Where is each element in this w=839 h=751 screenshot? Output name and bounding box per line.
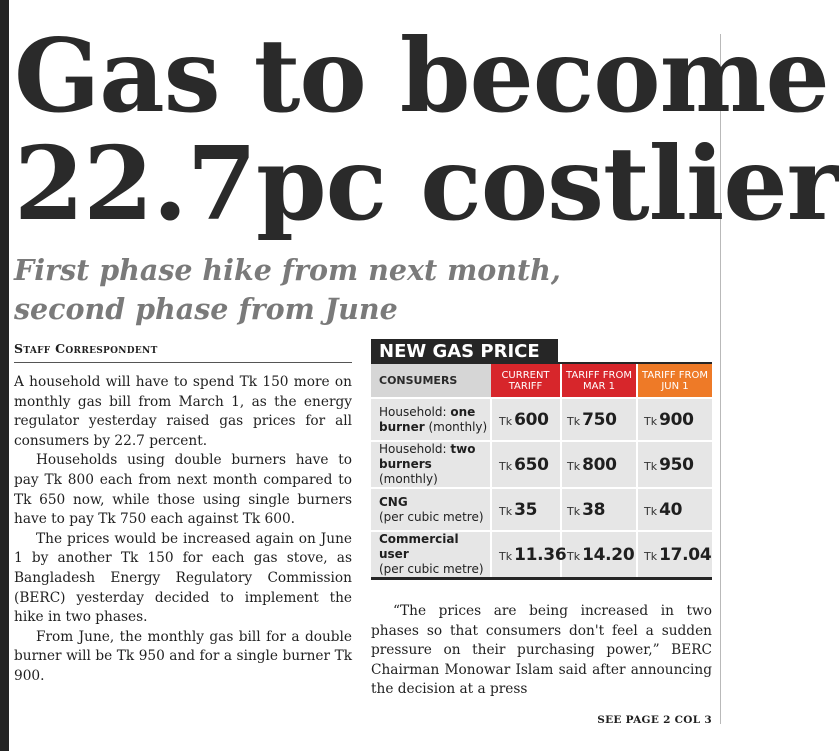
header-tariff-jun	[637, 364, 712, 398]
article-paragraph: “The prices are being increased in two phases so that consumers don't feel a sudden pressure on their purchasing power,” BERC Chairman Monowar Islam said after announcing the decision at a press	[371, 603, 712, 698]
consumer-name-bold: Commercial user	[379, 532, 459, 561]
currency-label: Tk	[567, 414, 581, 428]
consumer-cell	[371, 531, 491, 579]
headline	[14, 16, 839, 243]
header-jun-line-1: TARIFF FROM	[642, 369, 708, 381]
currency-label: Tk	[499, 459, 513, 473]
header-consumers: CONSUMERS	[371, 364, 491, 398]
price-box-title: NEW GAS PRICE	[371, 339, 558, 364]
price-value: 14.20	[582, 544, 635, 565]
current-tariff-cell	[491, 441, 561, 488]
headline-line-2: 22.7pc costlier	[14, 124, 839, 243]
jun-tariff-cell	[637, 441, 712, 488]
byline-rule	[14, 362, 352, 363]
jun-tariff-cell	[637, 531, 712, 579]
currency-label: Tk	[499, 549, 513, 563]
currency-label: Tk	[499, 504, 513, 518]
subhead-line-1: First phase hike from next month,	[14, 253, 561, 287]
header-mar-line-1: TARIFF FROM	[566, 369, 632, 381]
article-paragraph: The prices would be increased again on June 1 by another Tk 150 for each gas stove, as Bangladesh Energy Regulatory Commission (BERC) yesterday decided to implement the hike in two phases.	[14, 530, 352, 626]
current-tariff-cell	[491, 531, 567, 579]
consumer-detail: (per cubic metre)	[379, 509, 484, 524]
consumer-name: Household:	[379, 404, 451, 419]
subheadline	[14, 251, 714, 329]
article-paragraph: Households using double burners have to pay Tk 800 each from next month compared to Tk 650 now, while those using single burners have to pay Tk 750 each against Tk 600.	[14, 452, 352, 528]
consumer-cell	[371, 398, 491, 441]
article-column-2	[371, 602, 712, 700]
currency-label: Tk	[567, 504, 581, 518]
table-row	[371, 398, 712, 441]
mar-tariff-cell	[561, 441, 637, 488]
price-value: 11.36	[514, 544, 567, 565]
header-current-line-1: CURRENT	[501, 369, 550, 381]
left-margin-bar	[0, 0, 9, 751]
article-column-1	[14, 373, 352, 687]
currency-label: Tk	[499, 414, 513, 428]
consumer-name-bold: CNG	[379, 494, 408, 509]
gas-price-table	[371, 364, 712, 580]
continuation-note: SEE PAGE 2 COL 3	[597, 714, 712, 726]
currency-label: Tk	[644, 549, 658, 563]
mar-tariff-cell	[561, 488, 637, 531]
header-current-line-2: TARIFF	[508, 380, 543, 392]
consumer-detail: (per cubic metre)	[379, 562, 484, 576]
currency-label: Tk	[567, 549, 581, 563]
price-value: 600	[514, 409, 549, 430]
mar-tariff-cell	[561, 531, 637, 579]
jun-tariff-cell	[637, 398, 712, 441]
currency-label: Tk	[644, 459, 658, 473]
consumer-name: Household:	[379, 442, 451, 456]
price-value: 35	[514, 499, 538, 520]
current-tariff-cell	[491, 398, 561, 441]
header-mar-line-2: MAR 1	[583, 380, 615, 392]
article-paragraph: A household will have to spend Tk 150 more on monthly gas bill from March 1, as the energy regulator yesterday raised gas prices for all consumers by 22.7 percent.	[14, 374, 352, 449]
consumer-detail: (monthly)	[379, 472, 438, 486]
price-value: 17.04	[659, 544, 712, 565]
currency-label: Tk	[644, 414, 658, 428]
consumer-cell	[371, 441, 491, 488]
price-value: 900	[659, 409, 694, 430]
price-value: 38	[582, 499, 606, 520]
jun-tariff-cell	[637, 488, 712, 531]
consumer-detail: (monthly)	[424, 419, 488, 434]
table-header-row	[371, 364, 712, 398]
subhead-line-2: second phase from June	[14, 292, 398, 326]
article-paragraph: From June, the monthly gas bill for a double burner will be Tk 950 and for a single burner Tk 900.	[14, 628, 352, 684]
byline: Staff Correspondent	[14, 341, 158, 356]
currency-label: Tk	[644, 504, 658, 518]
price-value: 40	[659, 499, 683, 520]
mar-tariff-cell	[561, 398, 637, 441]
consumer-name-bold: two burners	[379, 442, 476, 471]
price-value: 950	[659, 454, 694, 475]
current-tariff-cell	[491, 488, 561, 531]
headline-line-1: Gas to become	[14, 16, 829, 135]
price-value: 750	[582, 409, 617, 430]
header-jun-line-2: JUN 1	[661, 380, 689, 392]
table-row	[371, 441, 712, 488]
table-row	[371, 531, 712, 579]
header-tariff-mar	[561, 364, 637, 398]
currency-label: Tk	[567, 459, 581, 473]
consumer-name-bold: one burner	[379, 404, 476, 434]
price-value: 650	[514, 454, 549, 475]
table-row	[371, 488, 712, 531]
price-value: 800	[582, 454, 617, 475]
header-current-tariff	[491, 364, 561, 398]
consumer-cell	[371, 488, 491, 531]
